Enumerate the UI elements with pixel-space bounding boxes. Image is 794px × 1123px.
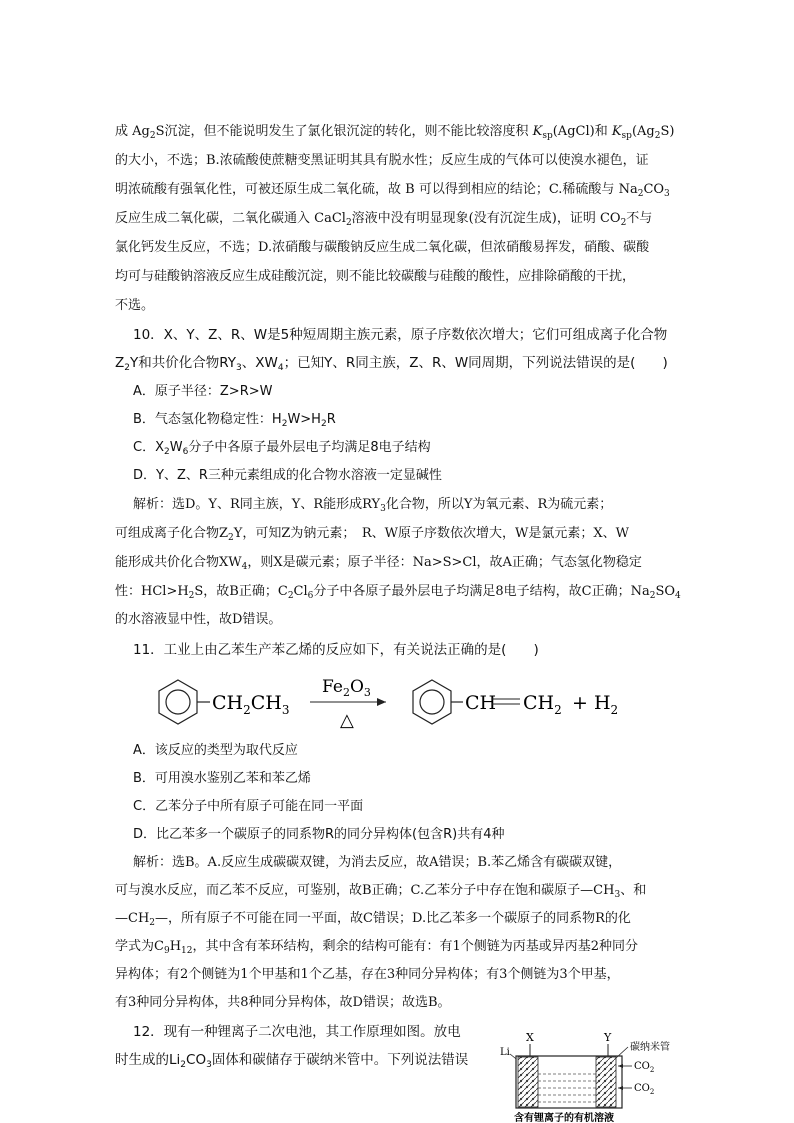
q10-solution-line-1: 解析：选D。Y、R同主族，Y、R能形成$RY_3$化合物，所以Y为氧元素、R为硫元素； <box>133 497 613 514</box>
q9-solution-line-5: 氯化钙发生反应，不选；D.浓硝酸与碳酸钠反应生成二氧化碳，但浓硝酸易挥发，硝酸、碳酸 <box>115 240 650 255</box>
q10-solution-line-2: 可组成离子化合物$Z_2Y$，可知Z为钠元素； R、W原子序数依次增大，W是氯元素；X、W <box>115 526 630 543</box>
reaction-equation <box>140 670 650 730</box>
q11-option-c: C．乙苯分子中所有原子可能在同一平面 <box>133 799 364 814</box>
co2-label-2: $CO_2$ <box>634 1083 655 1096</box>
q9-solution-line-4: 反应生成二氧化碳，二氧化碳通入 CaCl$_2$溶液中没有明显现象(没有沉淀生成)，证明 $CO_2$不与 <box>115 211 653 228</box>
q11-solution-line-1: 解析：选B。A.反应生成碳碳双键，为消去反应，故A错误；B.苯乙烯含有碳碳双键， <box>133 855 622 870</box>
q11-option-a: A．该反应的类型为取代反应 <box>133 743 298 758</box>
q10-solution-line-5: 的水溶液显中性，故D错误。 <box>115 612 282 627</box>
q11-option-b: B．可用溴水鉴别乙苯和苯乙烯 <box>133 771 311 786</box>
q12-stem-line-1: 12．现有一种锂离子二次电池，其工作原理如图。放电 <box>133 1024 461 1040</box>
electrode-y-label: Y <box>604 1031 612 1044</box>
q9-solution-line-7: 不选。 <box>115 298 155 313</box>
diagram-caption: 含有锂离子的有机溶液 <box>514 1113 614 1122</box>
q11-solution-line-5: 异构体；有2个侧链为1个甲基和1个乙基，存在3种同分异构体；有3个侧链为3个甲基， <box>115 967 620 982</box>
q10-solution-line-4: 性：$HCl>H_2S$，故B正确；$C_2Cl_6$分子中各原子最外层电子均满足8电子结构，故C正确；$Na_2SO_4$ <box>115 584 681 601</box>
nanotube-label: 碳纳米管 <box>630 1042 670 1053</box>
q10-solution-line-3: 能形成共价化合物$XW_4$，则X是碳元素；原子半径：Na>S>Cl，故A正确；气态氢化物稳定 <box>115 555 642 572</box>
product-ch2: $CH_2$ <box>523 692 562 717</box>
electrode-x-label: X <box>526 1031 534 1044</box>
q9-solution-line-1: 成 $Ag_2S$沉淀，但不能说明发生了氯化银沉淀的转化，则不能比较溶度积 $K_{sp}(AgCl)$和 $K_{sp}(Ag_2S)$ <box>115 124 675 141</box>
nanotube-electrode <box>596 1057 616 1107</box>
benzene-ring-reactant <box>159 680 197 724</box>
q10-stem-line-1: 10．X、Y、Z、R、W是5种短周期主族元素，原子序数依次增大；它们可组成离子化合物 <box>133 327 668 343</box>
battery-diagram <box>500 1030 720 1122</box>
q11-solution-line-2: 可与溴水反应，而乙苯不反应，可鉴别，故B正确；C.乙苯分子中存在饱和碳原子$—CH_3$、和 <box>115 883 647 900</box>
q11-solution-line-4: 学式为$C_9H_{12}$，其中含有苯环结构，剩余的结构可能有：有1个侧链为丙基或异丙基2种同分 <box>115 939 639 956</box>
q10-stem-line-2: $Z_2Y$和共价化合物$RY_3$、$XW_4$；已知Y、R同主族，Z、R、W同周期，下列说法错误的是( ) <box>115 355 668 373</box>
catalyst-label: $Fe_2O_3$ <box>322 677 371 699</box>
q9-solution-line-2: 的大小，不选；B.浓硫酸使蔗糖变黑证明其具有脱水性；反应生成的气体可以使溴水褪色，证 <box>115 153 649 168</box>
q12-stem-line-2: 时生成的$Li_2CO_3$固体和碳储存于碳纳米管中。下列说法错误 <box>115 1052 469 1070</box>
lithium-label: Li <box>500 1047 510 1058</box>
q9-solution-line-3: 明浓硫酸有强氧化性，可被还原生成二氧化硫，故 B 可以得到相应的结论；C.稀硫酸与 $Na_2CO_3$ <box>115 182 670 199</box>
benzene-ring-product <box>413 680 451 724</box>
q11-solution-line-3: $—CH_2—$，所有原子不可能在同一平面，故C错误；D.比乙苯多一个碳原子的同系物R的化 <box>115 911 631 928</box>
q11-solution-line-6: 有3种同分异构体，共8种同分异构体，故D错误；故选B。 <box>115 995 451 1010</box>
hydrogen-product: + $H_2$ <box>572 692 619 717</box>
q10-option-b: B．气态氢化物稳定性：$H_2W>H_2R$ <box>133 412 336 429</box>
q10-option-a: A．原子半径：Z>R>W <box>133 384 273 399</box>
co2-label-1: $CO_2$ <box>634 1061 655 1074</box>
q9-solution-line-6: 均可与硅酸钠溶液反应生成硅酸沉淀，则不能比较碳酸与硅酸的酸性，应排除硝酸的干扰， <box>115 269 636 284</box>
heat-symbol: △ <box>340 710 354 730</box>
reactant-formula: $CH_2CH_3$ <box>212 692 290 717</box>
q11-stem: 11．工业上由乙苯生产苯乙烯的反应如下，有关说法正确的是( ) <box>133 642 539 658</box>
product-ch: CH <box>465 692 497 714</box>
q10-option-c: C．$X_2W_6$分子中各原子最外层电子均满足8电子结构 <box>133 440 431 457</box>
q11-option-d: D．比乙苯多一个碳原子的同系物R的同分异构体(包含R)共有4种 <box>133 827 505 842</box>
lithium-electrode <box>518 1057 538 1107</box>
q10-option-d: D．Y、Z、R三种元素组成的化合物水溶液一定显碱性 <box>133 468 442 483</box>
